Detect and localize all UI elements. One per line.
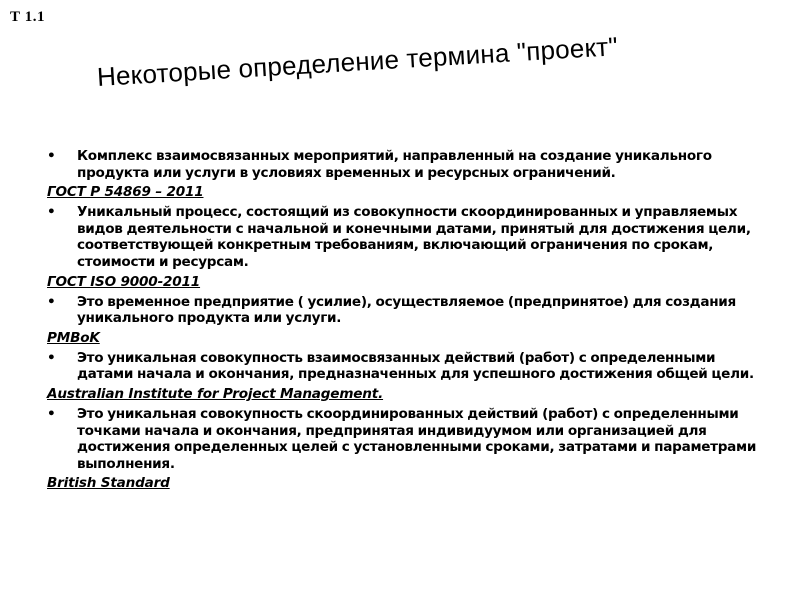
definition-item — [47, 204, 759, 270]
definition-item — [47, 148, 759, 181]
definition-source: British Standard — [47, 475, 170, 492]
definitions-list — [47, 148, 759, 495]
bullet-icon: • — [47, 349, 56, 366]
bullet-icon: • — [47, 204, 56, 221]
definition-item — [47, 350, 759, 383]
slide-title: Некоторые определение термина "проект" — [96, 31, 619, 93]
definition-item — [47, 294, 759, 327]
slide-number-tag: Т 1.1 — [10, 9, 46, 25]
definition-text: Это уникальная совокупность взаимосвязанных действий (работ) с определенными датами начала и окончания, предназначенных для успешного достижения общей цели. — [77, 349, 754, 383]
definition-source: ГОСТ Р 54869 – 2011 — [47, 184, 204, 201]
definition-text: Это уникальная совокупность скоординированных действий (работ) с определенными точками начала и окончания, предпринятая индивидуумом или организацией для достижения определенных целей с установленными сроками, затратами и параметрами выполнения. — [77, 405, 757, 472]
bullet-icon: • — [47, 405, 56, 422]
bullet-icon: • — [47, 293, 56, 310]
definition-source: ГОСТ ISO 9000-2011 — [47, 273, 201, 290]
definition-source: PMBoK — [47, 329, 100, 346]
definition-source: Australian Institute for Project Management. — [47, 385, 384, 402]
definition-text: Это временное предприятие ( усилие), осуществляемое (предпринятое) для создания уникального продукта или услуги. — [77, 293, 736, 327]
definition-item — [47, 406, 759, 472]
definition-text: Уникальный процесс, состоящий из совокупности скоординированных и управляемых видов деятельности с начальной и конечными датами, принятый для достижения цели, соответствующей конкретным требованиям, включающий ограничения по срокам, стоимости и ресурсам. — [77, 204, 751, 270]
bullet-icon: • — [47, 148, 56, 164]
definition-text: Комплекс взаимосвязанных мероприятий, направленный на создание уникального продукта или услуги в условиях временных и ресурсных ограничений. — [77, 148, 712, 181]
